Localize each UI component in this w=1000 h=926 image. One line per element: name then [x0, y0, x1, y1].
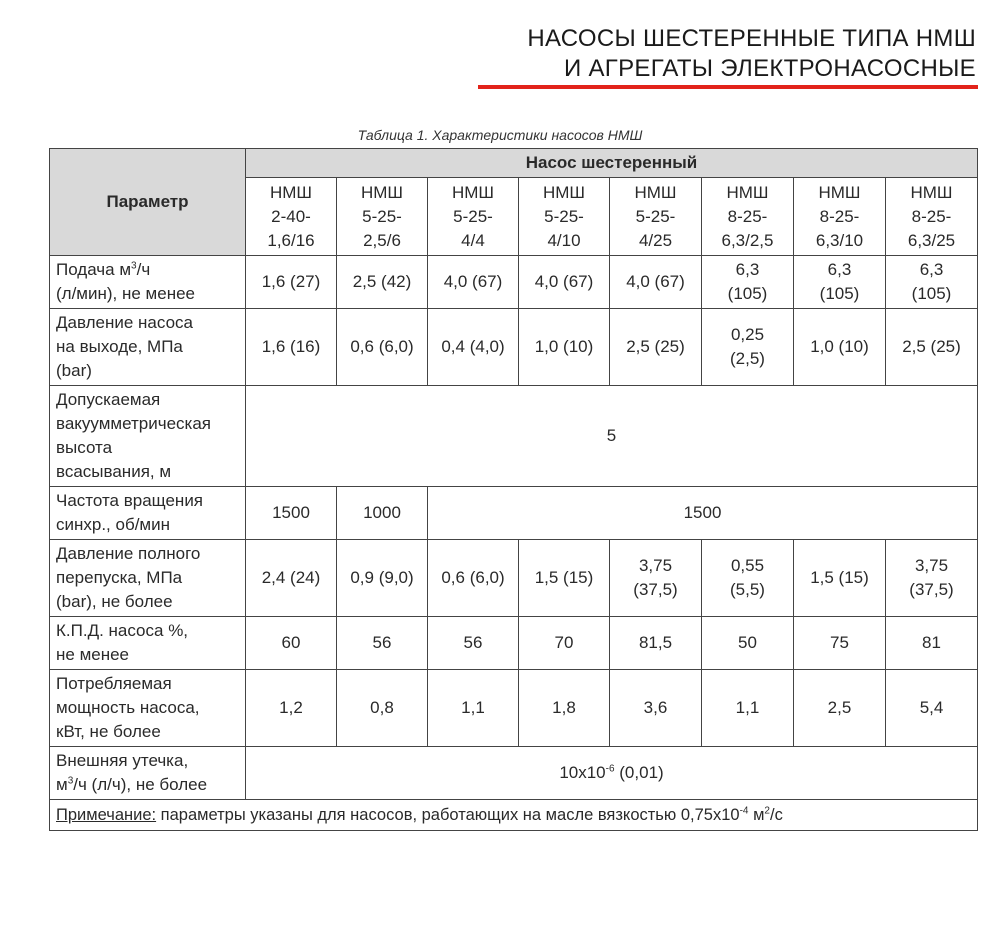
page-header	[527, 24, 976, 84]
model-header: НМШ 5-25- 4/25	[610, 178, 702, 256]
value-cell: $10x10^{-6}$ (0,01)	[246, 747, 978, 800]
value-cell: 0,6 (6,0)	[428, 540, 519, 617]
row-suction	[50, 386, 978, 487]
header-red-rule	[478, 85, 978, 89]
param-header: Параметр	[50, 149, 246, 256]
value-cell: 1500	[428, 487, 978, 540]
value-cell: 56	[337, 617, 428, 670]
row-label: Внешняя утечка, $м^3/ч$ (л/ч), не более	[50, 747, 246, 800]
row-pressure	[50, 309, 978, 386]
value-cell: 75	[794, 617, 886, 670]
value-cell: 1,8	[519, 670, 610, 747]
value-cell: 1500	[246, 487, 337, 540]
row-speed	[50, 487, 978, 540]
row-flow	[50, 256, 978, 309]
row-leak	[50, 747, 978, 800]
row-note	[50, 800, 978, 831]
model-header: НМШ 8-25- 6,3/10	[794, 178, 886, 256]
value-cell: 4,0 (67)	[519, 256, 610, 309]
value-cell: 5,4	[886, 670, 978, 747]
value-cell: 2,5 (42)	[337, 256, 428, 309]
model-header: НМШ 5-25- 2,5/6	[337, 178, 428, 256]
value-cell: 6,3 (105)	[702, 256, 794, 309]
row-label: Частота вращения синхр., об/мин	[50, 487, 246, 540]
value-cell: 4,0 (67)	[610, 256, 702, 309]
value-cell: 3,6	[610, 670, 702, 747]
value-cell: 1,1	[428, 670, 519, 747]
value-cell: 6,3 (105)	[794, 256, 886, 309]
group-header: Насос шестеренный	[246, 149, 978, 178]
table-note: Примечание: параметры указаны для насосов, работающих на масле вязкостью $0,75x10^{-4}$ $м^2/с$	[50, 800, 978, 831]
model-header: НМШ 8-25- 6,3/2,5	[702, 178, 794, 256]
value-cell: 1,5 (15)	[794, 540, 886, 617]
value-cell: 0,55 (5,5)	[702, 540, 794, 617]
model-header: НМШ 5-25- 4/4	[428, 178, 519, 256]
value-cell: 2,5 (25)	[886, 309, 978, 386]
row-efficiency	[50, 617, 978, 670]
value-cell: 3,75 (37,5)	[610, 540, 702, 617]
row-label: Подача $м^3/ч$ (л/мин), не менее	[50, 256, 246, 309]
value-cell: 70	[519, 617, 610, 670]
value-cell: 81,5	[610, 617, 702, 670]
value-cell: 1,0 (10)	[519, 309, 610, 386]
value-cell: 0,25 (2,5)	[702, 309, 794, 386]
value-cell: 50	[702, 617, 794, 670]
model-header: НМШ 2-40- 1,6/16	[246, 178, 337, 256]
value-cell: 0,6 (6,0)	[337, 309, 428, 386]
value-cell: 2,5	[794, 670, 886, 747]
value-cell: 1,2	[246, 670, 337, 747]
row-label: Допускаемая вакуумметрическая высота всасывания, м	[50, 386, 246, 487]
value-cell: 1,6 (27)	[246, 256, 337, 309]
model-header: НМШ 8-25- 6,3/25	[886, 178, 978, 256]
value-cell: 0,8	[337, 670, 428, 747]
row-label: Давление полного перепуска, МПа (bar), не более	[50, 540, 246, 617]
row-power	[50, 670, 978, 747]
value-cell: 81	[886, 617, 978, 670]
value-cell: 1,5 (15)	[519, 540, 610, 617]
row-label: Потребляемая мощность насоса, кВт, не более	[50, 670, 246, 747]
value-cell: 2,4 (24)	[246, 540, 337, 617]
header-line-1: НАСОСЫ ШЕСТЕРЕННЫЕ ТИПА НМШ	[527, 25, 976, 52]
value-cell: 0,9 (9,0)	[337, 540, 428, 617]
header-line-2: И АГРЕГАТЫ ЭЛЕКТРОНАСОСНЫЕ	[563, 55, 976, 82]
value-cell: 1000	[337, 487, 428, 540]
value-cell: 4,0 (67)	[428, 256, 519, 309]
row-label: К.П.Д. насоса %, не менее	[50, 617, 246, 670]
row-label: Давление насоса на выходе, МПа (bar)	[50, 309, 246, 386]
value-cell: 2,5 (25)	[610, 309, 702, 386]
value-cell: 1,1	[702, 670, 794, 747]
value-cell: 3,75 (37,5)	[886, 540, 978, 617]
value-cell: 1,6 (16)	[246, 309, 337, 386]
note-prefix: Примечание:	[56, 806, 157, 824]
value-cell: 6,3 (105)	[886, 256, 978, 309]
model-header: НМШ 5-25- 4/10	[519, 178, 610, 256]
value-cell: 60	[246, 617, 337, 670]
value-cell: 1,0 (10)	[794, 309, 886, 386]
row-bypass	[50, 540, 978, 617]
pump-characteristics-table	[49, 148, 978, 831]
value-cell: 56	[428, 617, 519, 670]
table-caption: Таблица 1. Характеристики насосов НМШ	[357, 127, 643, 143]
value-cell: 5	[246, 386, 978, 487]
value-cell: 0,4 (4,0)	[428, 309, 519, 386]
